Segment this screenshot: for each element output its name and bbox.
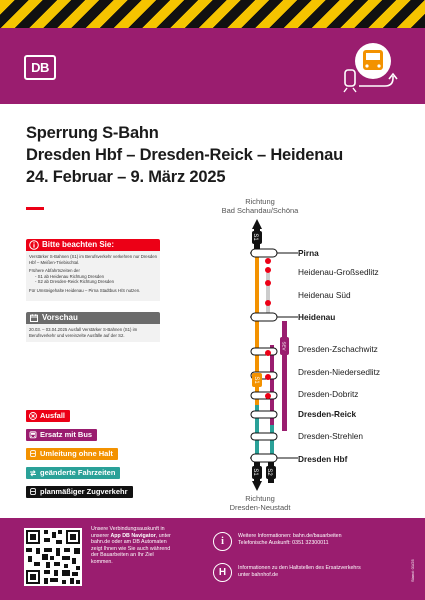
train-icon <box>29 450 37 458</box>
title-line-3: 24. Februar – 9. März 2025 <box>26 168 226 186</box>
app-info-6: kommen. <box>91 558 113 565</box>
calendar-icon <box>29 313 39 323</box>
header-band <box>0 28 425 104</box>
line-diagram <box>230 215 300 495</box>
halt-text-1: Informationen zu den Haltstellen des Ersatzverkehrs <box>238 565 361 571</box>
direction-bottom-1: Richtung <box>245 494 275 503</box>
station-zschachwitz: Dresden-Zschachwitz <box>298 344 378 354</box>
footer-band <box>0 518 425 600</box>
station-reick: Dresden-Reick <box>298 409 357 419</box>
station-heidenau: Heidenau <box>298 312 336 322</box>
legend-bus-label: Ersatz mit Bus <box>40 430 93 439</box>
direction-top-2: Bad Schandau/Schöna <box>221 206 299 215</box>
line-s1-label-bottom: S1 <box>252 468 258 476</box>
app-info-1: Unsere Verbindungsauskunft in <box>91 526 165 532</box>
info-text-1[interactable]: Weitere Informationen: bahn.de/bauarbeiten <box>238 533 342 539</box>
line-s1-label-top: S1 <box>252 233 258 241</box>
station-dobritz: Dresden-Dobritz <box>298 389 359 399</box>
title-line-1: Sperrung S-Bahn <box>26 124 159 142</box>
legend-ausfall-label: Ausfall <box>40 411 66 420</box>
legend-zeiten-label: geänderte Fahrzeiten <box>40 468 116 477</box>
train-icon <box>29 488 37 496</box>
notice-body <box>26 251 160 301</box>
bus-stop-icon: H <box>213 563 232 582</box>
notice-text-2: Frühere Abfahrtszeiten der <box>29 268 80 274</box>
accent-bar <box>26 207 44 210</box>
station-strehlen: Dresden-Strehlen <box>298 431 364 441</box>
bus-label: SEV <box>281 341 287 351</box>
legend-plan-label: planmäßiger Zugverkehr <box>40 487 128 496</box>
app-navigator-link[interactable]: App DB Navigator <box>110 532 156 539</box>
station-niedersedlitz: Dresden-Niedersedlitz <box>298 367 381 377</box>
legend-zeiten <box>26 467 120 479</box>
direction-top <box>205 197 315 215</box>
legend-ausfall <box>26 410 70 422</box>
info-icon: i <box>213 532 232 551</box>
preview-text: 20.03. – 03.04.2025 Ausfall Verstärker S-Bahnen (S1) im Berufsverkehr und vereinzelte Ausfälle auf der S2. <box>29 327 138 338</box>
cancel-icon <box>29 412 37 420</box>
legend-plan <box>26 486 133 498</box>
legend-bus <box>26 429 97 441</box>
station-pirna: Pirna <box>298 248 319 258</box>
direction-top-1: Richtung <box>245 197 275 206</box>
app-info-4: zeigt Ihnen wie Sie auch während <box>91 545 171 552</box>
app-info-3: bahn.de oder am DB Automaten <box>91 539 167 546</box>
line-s2-label-bottom: S2 <box>266 468 272 476</box>
notice-text-3: Für Umsteigehalte Heidenau – Pirna Stadtbus H/S nutzen. <box>29 287 141 293</box>
title-line-2: Dresden Hbf – Dresden-Reick – Heidenau <box>26 146 344 164</box>
bus-icon <box>29 431 37 439</box>
title-block <box>26 122 344 188</box>
app-info-text <box>91 526 171 566</box>
info-text <box>238 533 342 546</box>
app-info-2 <box>91 533 171 540</box>
arrows-icon <box>29 469 37 477</box>
legend-umleitung-label: Umleitung ohne Halt <box>40 449 113 458</box>
app-info-2a: unserer <box>91 532 111 539</box>
info-text-2: Telefonische Auskunft: 0351 32300011 <box>238 539 329 546</box>
info-icon <box>29 240 39 250</box>
station-hbf: Dresden Hbf <box>298 454 348 464</box>
notice-text-1: Verstärker S-Bahnen (S1) im Berufsverkehr verkehren nur Dresden Hbf – Meißen-Triebischtal. <box>29 254 158 265</box>
warning-stripes <box>0 0 425 28</box>
preview-panel <box>26 312 160 342</box>
direction-bottom <box>205 494 315 512</box>
station-heidenau-grosssedlitz: Heidenau-Großsedlitz <box>298 267 379 277</box>
line-s1-label-mid: S1 <box>253 376 259 384</box>
app-info-5: der Bauarbeiten an Ihr Ziel <box>91 552 154 559</box>
halt-text <box>238 565 361 578</box>
track-s2-zeiten <box>270 425 274 458</box>
db-logo: DB <box>24 55 56 80</box>
station-heidenau-sued: Heidenau Süd <box>298 290 351 300</box>
halt-text-2[interactable]: unter bahnhof.de <box>238 571 279 578</box>
legend-umleitung <box>26 448 118 460</box>
notice-panel <box>26 239 160 301</box>
preview-body <box>26 324 160 342</box>
app-info-2c: , unter <box>155 532 171 539</box>
preview-heading-text: Vorschau <box>42 313 78 322</box>
notice-heading-text: Bitte beachten Sie: <box>42 240 115 249</box>
preview-heading <box>26 312 160 324</box>
notice-text-2a: - S1 ab Heidenau Richtung Dresden <box>35 273 105 279</box>
stand-label: Stand: 01/25 <box>410 559 415 582</box>
notice-heading <box>26 239 160 251</box>
train-to-bus-icon <box>335 36 405 98</box>
notice-text-2b: - S2 ab Dresden-Reick Richtung Dresden <box>35 279 115 285</box>
qr-code[interactable] <box>24 528 82 586</box>
direction-bottom-2: Dresden-Neustadt <box>229 503 291 512</box>
